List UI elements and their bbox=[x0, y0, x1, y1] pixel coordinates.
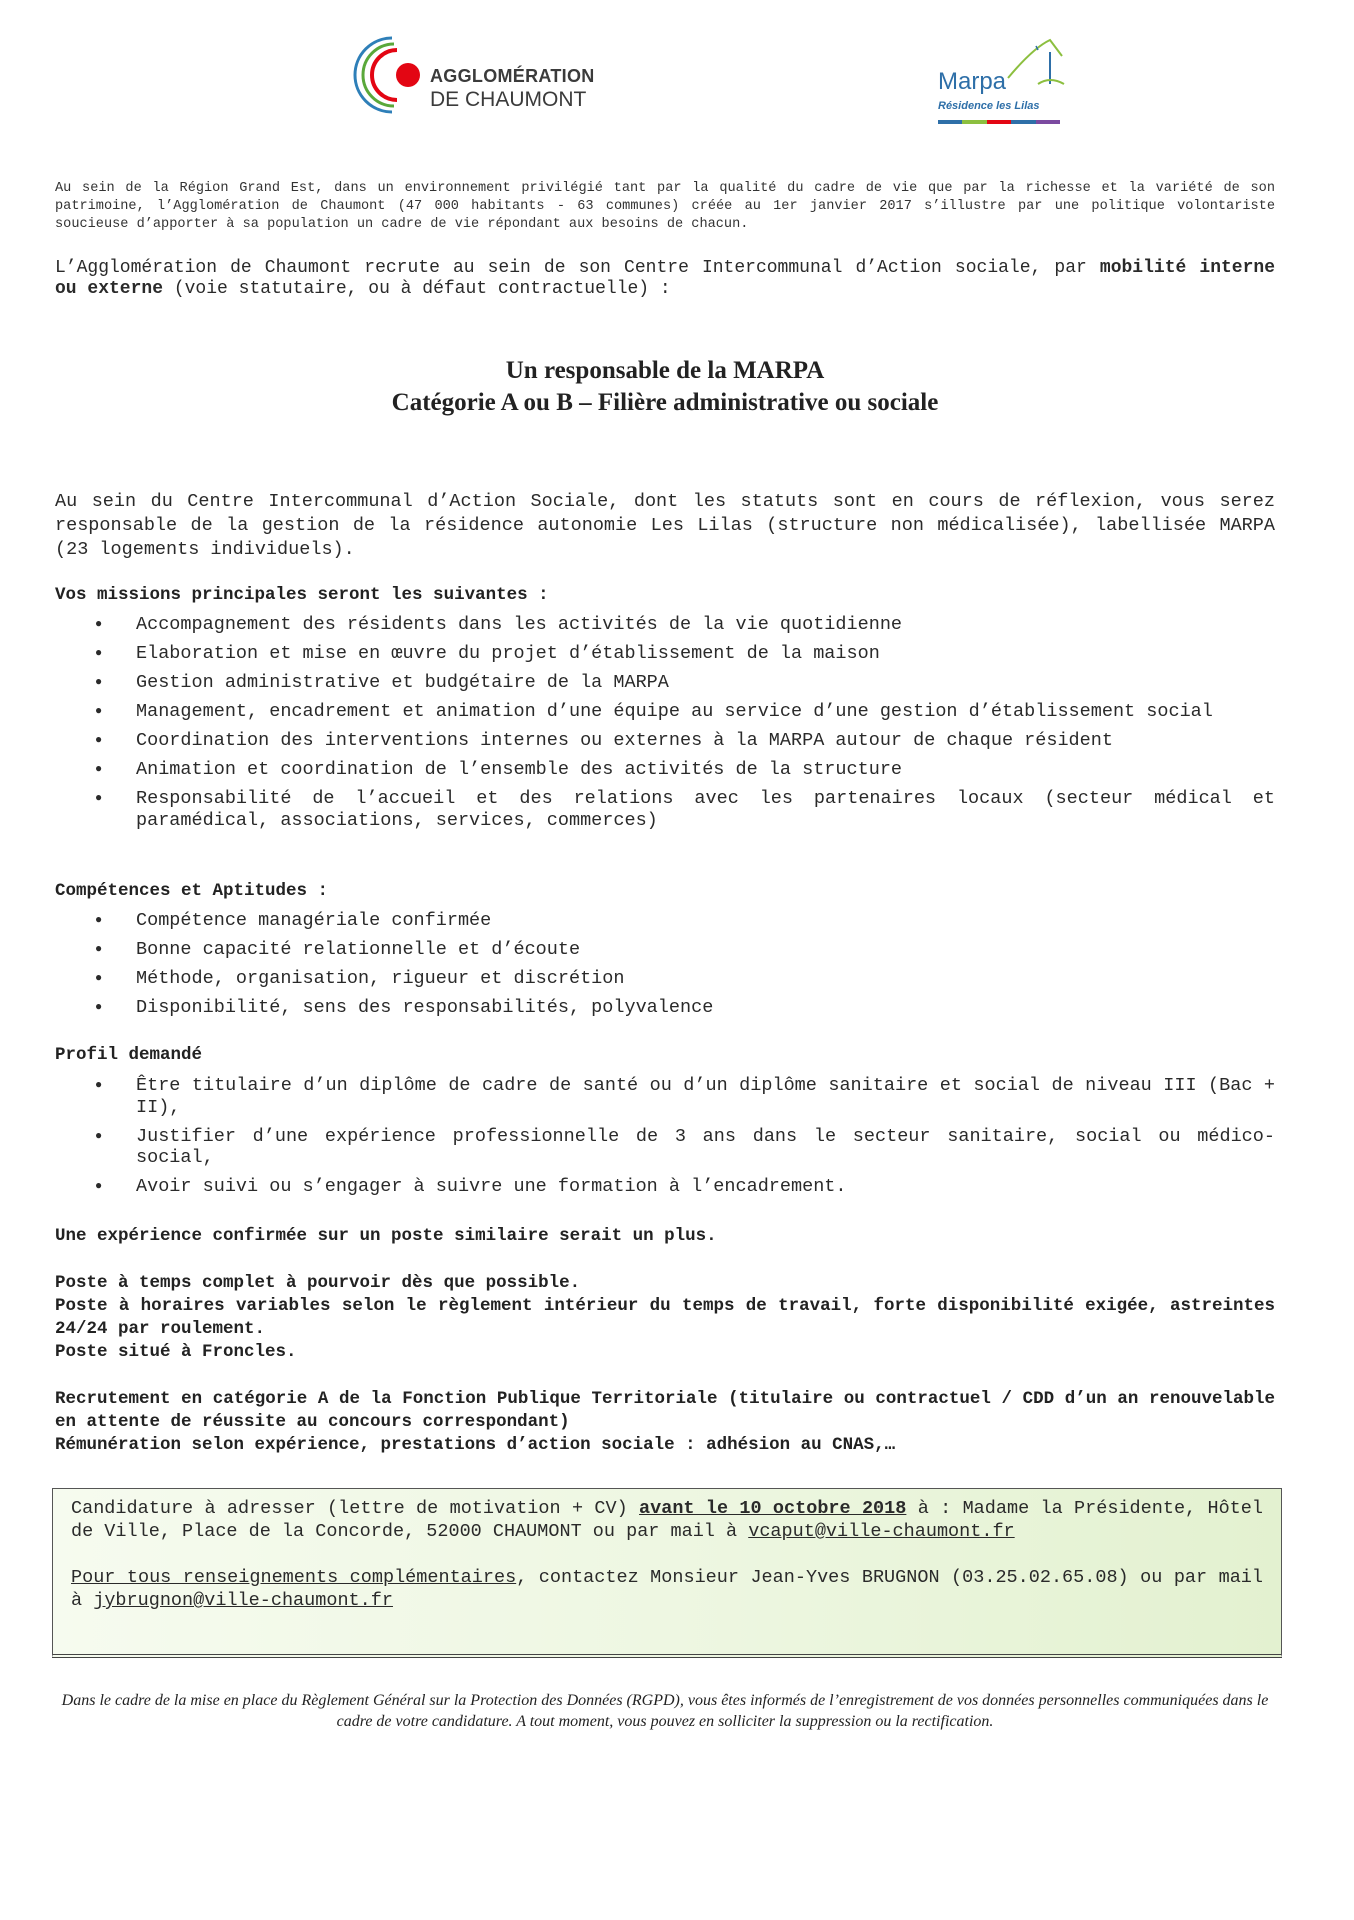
agglo-rings-icon bbox=[352, 30, 432, 120]
remuneration-info: Rémunération selon expérience, prestations d’action sociale : adhésion au CNAS,… bbox=[55, 1435, 896, 1455]
list-item: ● Responsabilité de l’accueil et des relations avec les partenaires locaux (secteur médical et paramédical, associations, services, commerces) bbox=[55, 788, 1275, 831]
list-item: ● Bonne capacité relationnelle et d’écoute bbox=[55, 939, 1275, 961]
profil-heading: Profil demandé bbox=[55, 1045, 203, 1065]
agglomeration-chaumont-logo bbox=[352, 30, 612, 120]
marpa-logo-subtitle: Résidence les Lilas bbox=[938, 100, 1040, 112]
list-item: ● Elaboration et mise en œuvre du projet d’établissement de la maison bbox=[55, 643, 1275, 665]
email-link-vcaput[interactable]: vcaput@ville-chaumont.fr bbox=[748, 1521, 1015, 1542]
recruitment-info: Recrutement en catégorie A de la Fonction Publique Territoriale (titulaire ou contractuel / CDD d’un an renouvelable en attente de réussite au concours correspondant) bbox=[55, 1389, 1275, 1432]
list-item: ● Être titulaire d’un diplôme de cadre de santé ou d’un diplôme sanitaire et social de niveau III (Bac + II), bbox=[55, 1075, 1275, 1118]
list-item: ● Accompagnement des résidents dans les activités de la vie quotidienne bbox=[55, 614, 1275, 636]
application-instructions bbox=[71, 1497, 1263, 1543]
experience-note: Une expérience confirmée sur un poste similaire serait un plus. bbox=[55, 1226, 717, 1246]
missions-list bbox=[55, 614, 1275, 839]
lead-part2: (voie statutaire, ou à défaut contractuelle) : bbox=[163, 279, 671, 299]
list-item: ● Animation et coordination de l’ensemble des activités de la structure bbox=[55, 759, 1275, 781]
application-deadline: avant le 10 octobre 2018 bbox=[639, 1498, 907, 1519]
job-title bbox=[55, 355, 1275, 419]
lead-part1: L’Agglomération de Chaumont recrute au sein de son Centre Intercommunal d’Action sociale, par bbox=[55, 258, 1100, 278]
marpa-color-bar bbox=[938, 120, 1060, 124]
list-item: ● Coordination des interventions internes ou externes à la MARPA autour de chaque résident bbox=[55, 730, 1275, 752]
job-description: Au sein du Centre Intercommunal d’Action Sociale, dont les statuts sont en cours de réflexion, vous serez responsable de la gestion de la résidence autonomie Les Lilas (structure non médicalisée), labellisée MARPA (23 logements individuels). bbox=[55, 491, 1275, 560]
intro-paragraph: Au sein de la Région Grand Est, dans un environnement privilégié tant par la qualité du cadre de vie que par la richesse et la variété de son patrimoine, l’Agglomération de Chaumont (47 000 habitants - 63 communes) créée au 1er janvier 2017 s’illustre par une politique volontariste soucieuse d’apporter à sa population un cadre de vie répondant aux besoins de chacun. bbox=[55, 181, 1275, 232]
competences-heading: Compétences et Aptitudes : bbox=[55, 881, 329, 901]
list-item: ● Management, encadrement et animation d’une équipe au service d’une gestion d’établissement social bbox=[55, 701, 1275, 723]
list-item: ● Disponibilité, sens des responsabilités, polyvalence bbox=[55, 997, 1275, 1019]
rgpd-notice: Dans le cadre de la mise en place du Règlement Général sur la Protection des Données (RGPD), vous êtes informés de l’enregistrement de vos données personnelles communiquées dans le cadre de votre candidature. A tout moment, vous pouvez en solliciter la suppression ou la rectification. bbox=[61, 1692, 1269, 1730]
job-title-line1: Un responsable de la MARPA bbox=[505, 357, 825, 384]
email-link-jybrugnon[interactable]: jybrugnon@ville-chaumont.fr bbox=[93, 1590, 393, 1611]
condition-hours: Poste à horaires variables selon le règlement intérieur du temps de travail, forte disponibilité exigée, astreintes 24/24 par roulement. bbox=[55, 1296, 1275, 1339]
agglo-logo-line2: DE CHAUMONT bbox=[430, 88, 587, 111]
job-title-line2: Catégorie A ou B – Filière administrative ou sociale bbox=[391, 389, 939, 416]
list-item: ● Compétence managériale confirmée bbox=[55, 910, 1275, 932]
list-item: ● Gestion administrative et budgétaire de la MARPA bbox=[55, 672, 1275, 694]
application-contact-box bbox=[52, 1488, 1282, 1658]
agglo-logo-line1: AGGLOMÉRATION bbox=[430, 66, 595, 86]
lead-bold: mobilité interne ou externe bbox=[55, 258, 1276, 299]
application-text-2: à : Madame la Présidente, Hôtel de Ville, Place de la Concorde, 52000 CHAUMONT ou par mail à bbox=[71, 1498, 1263, 1542]
list-item: ● Avoir suivi ou s’engager à suivre une formation à l’encadrement. bbox=[55, 1176, 1275, 1198]
info-label: Pour tous renseignements complémentaires bbox=[71, 1567, 517, 1588]
application-text-1: Candidature à adresser (lettre de motivation + CV) bbox=[71, 1498, 640, 1519]
list-item: ● Méthode, organisation, rigueur et discrétion bbox=[55, 968, 1275, 990]
marpa-logo bbox=[938, 38, 1068, 130]
list-item: ● Justifier d’une expérience professionnelle de 3 ans dans le secteur sanitaire, social ou médico-social, bbox=[55, 1126, 1275, 1169]
missions-heading: Vos missions principales seront les suivantes : bbox=[55, 585, 549, 605]
info-instructions bbox=[71, 1566, 1263, 1612]
info-text: , contactez Monsieur Jean-Yves BRUGNON (03.25.02.65.08) ou par mail à bbox=[71, 1567, 1264, 1611]
marpa-logo-name: Marpa bbox=[938, 68, 1007, 95]
lead-paragraph bbox=[55, 258, 1275, 300]
condition-fulltime: Poste à temps complet à pourvoir dès que possible. bbox=[55, 1273, 581, 1293]
condition-location: Poste situé à Froncles. bbox=[55, 1342, 297, 1362]
competences-list bbox=[55, 910, 1275, 1026]
profil-list bbox=[55, 1075, 1275, 1205]
